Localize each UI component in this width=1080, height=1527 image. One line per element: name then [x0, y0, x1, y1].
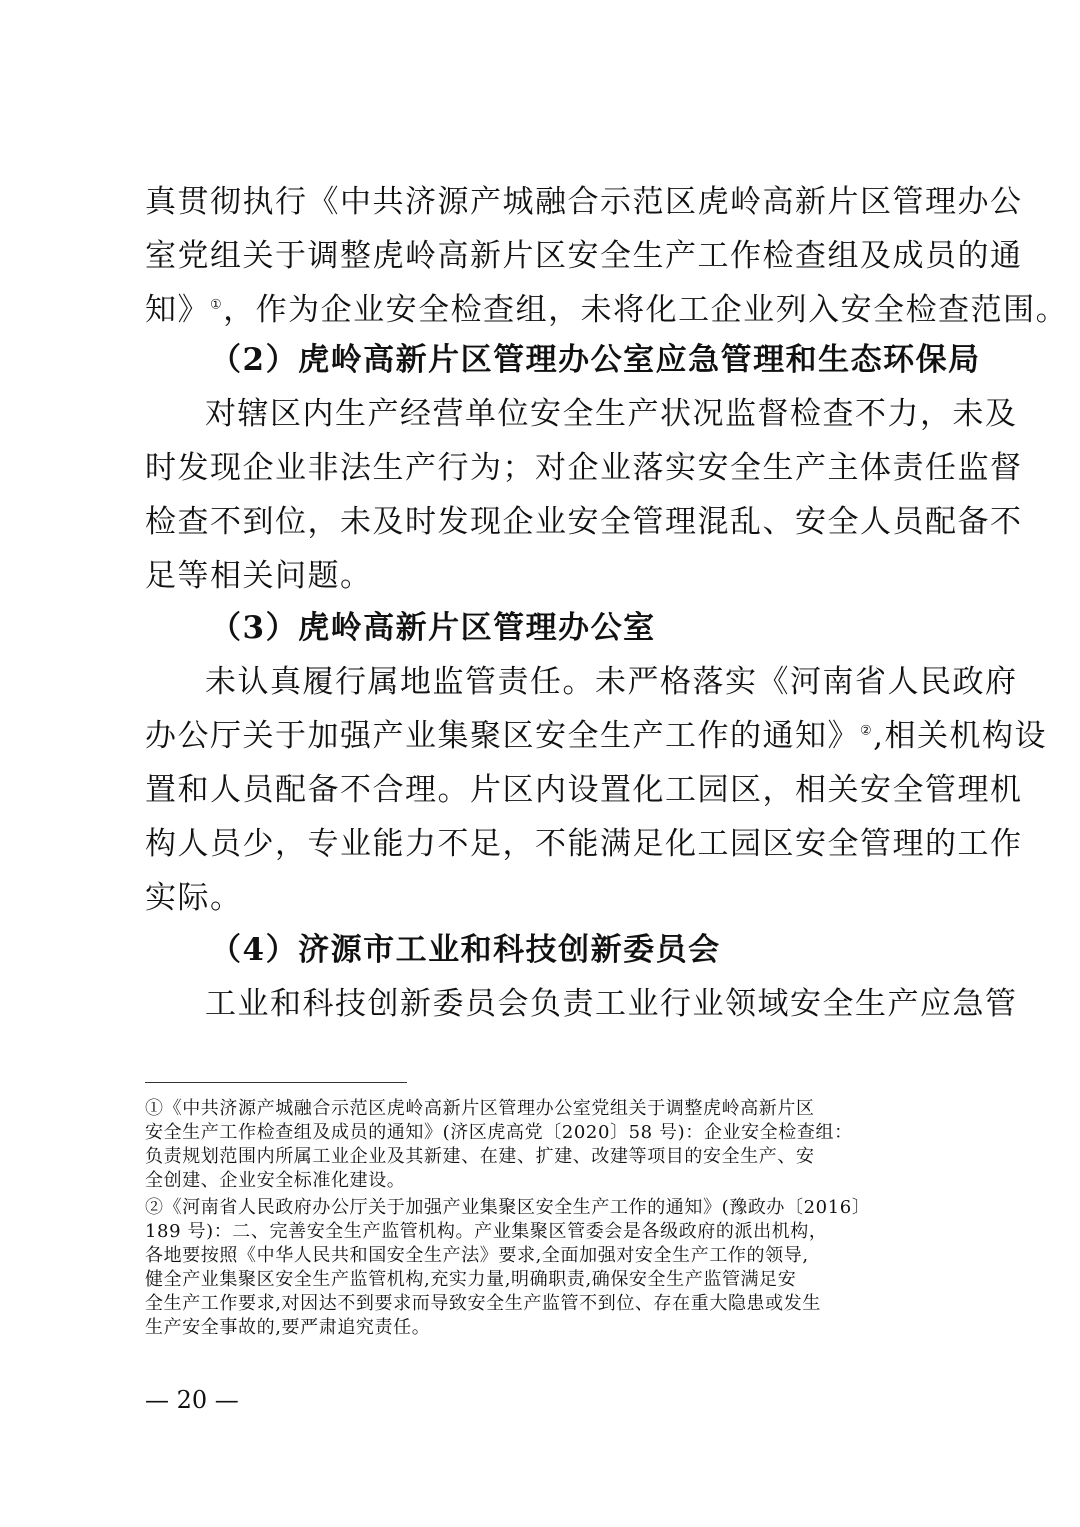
- page-number: — 20 —: [145, 1386, 239, 1414]
- body-line: 时发现企业非法生产行为；对企业落实安全生产主体责任监督: [145, 450, 1023, 486]
- section-heading-2: （2）虎岭高新片区管理办公室应急管理和生态环保局: [210, 342, 981, 378]
- section-heading-4: （4）济源市工业和科技创新委员会: [210, 932, 721, 968]
- footnote-ref-1: ①: [210, 297, 224, 313]
- body-text: 办公厅关于加强产业集聚区安全生产工作的通知》: [145, 718, 860, 754]
- body-line: [145, 716, 1047, 756]
- body-line: 未认真履行属地监管责任。未严格落实《河南省人民政府: [205, 664, 1018, 700]
- footnote-line: ①《中共济源产城融合示范区虎岭高新片区管理办公室党组关于调整虎岭高新片区: [145, 1098, 815, 1119]
- body-line: 置和人员配备不合理。片区内设置化工园区，相关安全管理机: [145, 772, 1023, 808]
- body-line: 实际。: [145, 880, 243, 916]
- footnote-divider: [145, 1082, 407, 1083]
- footnote-line: ②《河南省人民政府办公厅关于加强产业集聚区安全生产工作的通知》(豫政办〔2016〕: [145, 1197, 871, 1218]
- footnote-line: 生产安全事故的,要严肃追究责任。: [145, 1317, 431, 1338]
- footnote-line: 安全生产工作检查组及成员的通知》(济区虎高党〔2020〕58 号)：企业安全检查组：: [145, 1122, 853, 1143]
- body-line: 工业和科技创新委员会负责工业行业领域安全生产应急管: [205, 986, 1018, 1022]
- footnote-ref-2: ②: [860, 723, 874, 739]
- footnote-line: 全生产工作要求,对因达不到要求而导致安全生产监管不到位、存在重大隐患或发生: [145, 1293, 821, 1314]
- body-line: 足等相关问题。: [145, 558, 373, 594]
- body-line: 室党组关于调整虎岭高新片区安全生产工作检查组及成员的通: [145, 238, 1023, 274]
- footnote-line: 健全产业集聚区安全生产监管机构,充实力量,明确职责,确保安全生产监管满足安: [145, 1269, 797, 1290]
- body-text: ，作为企业安全检查组，未将化工企业列入安全检查范围。: [223, 292, 1069, 328]
- footnote-line: 全创建、企业安全标准化建设。: [145, 1170, 406, 1191]
- body-text: 知》: [145, 292, 210, 328]
- section-heading-3: （3）虎岭高新片区管理办公室: [210, 610, 656, 646]
- body-line: 对辖区内生产经营单位安全生产状况监督检查不力，未及: [205, 396, 1018, 432]
- footnote-line: 负责规划范围内所属工业企业及其新建、在建、扩建、改建等项目的安全生产、安: [145, 1146, 815, 1167]
- footnote-line: 189 号)：二、完善安全生产监管机构。产业集聚区管委会是各级政府的派出机构，: [145, 1221, 828, 1242]
- footnote-line: 各地要按照《中华人民共和国安全生产法》要求,全面加强对安全生产工作的领导,: [145, 1245, 809, 1266]
- body-line: 构人员少，专业能力不足，不能满足化工园区安全管理的工作: [145, 826, 1023, 862]
- body-line: 真贯彻执行《中共济源产城融合示范区虎岭高新片区管理办公: [145, 184, 1023, 220]
- body-line: 检查不到位，未及时发现企业安全管理混乱、安全人员配备不: [145, 504, 1023, 540]
- body-text: ,相关机构设: [873, 718, 1048, 754]
- body-line: [145, 290, 1068, 330]
